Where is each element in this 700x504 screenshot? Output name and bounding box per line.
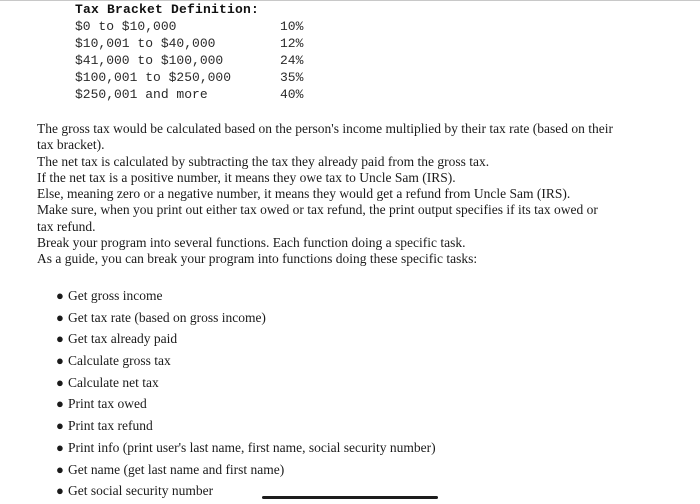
task-label: Get tax rate (based on gross income) (68, 309, 266, 325)
list-item (56, 330, 436, 352)
bullet-icon: ● (56, 374, 64, 390)
bullet-icon: ● (56, 309, 64, 325)
bracket-row (75, 52, 315, 69)
paragraph-refund: Else, meaning zero or a negative number, it means they would get a refund from Uncle Sam (IRS). (37, 186, 571, 202)
bracket-range: $10,001 to $40,000 (75, 36, 216, 51)
bullet-icon: ● (56, 396, 64, 412)
bracket-range: $100,001 to $250,000 (75, 70, 232, 85)
task-label: Get gross income (68, 288, 163, 303)
bullet-icon: ● (56, 418, 64, 434)
task-label: Get tax already paid (68, 331, 178, 347)
bracket-rate: 40% (280, 87, 304, 102)
bracket-row (75, 69, 315, 86)
bracket-row (75, 18, 315, 35)
bracket-rate: 35% (280, 70, 304, 85)
home-indicator-bar (262, 496, 438, 499)
bullet-icon: ● (56, 331, 64, 347)
list-item (56, 352, 436, 374)
task-label: Print tax owed (68, 396, 147, 412)
top-divider (0, 0, 700, 1)
list-item (56, 395, 436, 417)
paragraph-net-tax: The net tax is calculated by subtracting the tax they already paid from the gross tax. (37, 153, 490, 169)
bullet-icon: ● (56, 461, 64, 477)
list-item (56, 374, 436, 396)
paragraph-print-output: Make sure, when you print out either tax owed or tax refund, the print output specifies if its tax owed or tax refund. (37, 202, 598, 234)
list-item (56, 482, 436, 504)
task-label: Print tax refund (68, 418, 153, 434)
bracket-row (75, 35, 315, 52)
task-label: Print info (print user's last name, first name, social security number) (68, 439, 436, 455)
bracket-rate: 10% (280, 19, 304, 34)
bracket-rate: 24% (280, 53, 304, 68)
paragraph-gross-tax: The gross tax would be calculated based on the person's income multiplied by their tax rate (based on their tax bracket). (37, 121, 614, 153)
bullet-icon: ● (56, 353, 64, 369)
bullet-icon: ● (56, 483, 64, 499)
paragraph-owe-tax: If the net tax is a positive number, it means they owe tax to Uncle Sam (IRS). (37, 169, 456, 185)
tax-bracket-table (75, 18, 315, 103)
list-item (56, 461, 436, 483)
bracket-rate: 12% (280, 36, 304, 51)
bullet-icon: ● (56, 439, 64, 455)
task-label: Calculate gross tax (68, 353, 171, 369)
paragraph-guide: As a guide, you can break your program into functions doing these specific tasks: (37, 251, 478, 267)
list-item (56, 309, 436, 331)
bracket-range: $250,001 and more (75, 87, 208, 102)
task-label: Calculate net tax (68, 374, 159, 390)
list-item (56, 417, 436, 439)
bullet-icon: ● (56, 288, 64, 303)
paragraph-functions: Break your program into several functions. Each function doing a specific task. (37, 235, 466, 251)
bracket-range: $41,000 to $100,000 (75, 53, 224, 68)
bracket-range: $0 to $10,000 (75, 19, 177, 34)
list-item (56, 439, 436, 461)
task-label: Get social security number (68, 483, 214, 499)
bracket-row (75, 86, 315, 103)
task-label: Get name (get last name and first name) (68, 461, 285, 477)
task-list (56, 287, 436, 504)
bracket-title: Tax Bracket Definition: (75, 2, 260, 17)
list-item (56, 287, 436, 309)
instructions-text (37, 121, 617, 268)
